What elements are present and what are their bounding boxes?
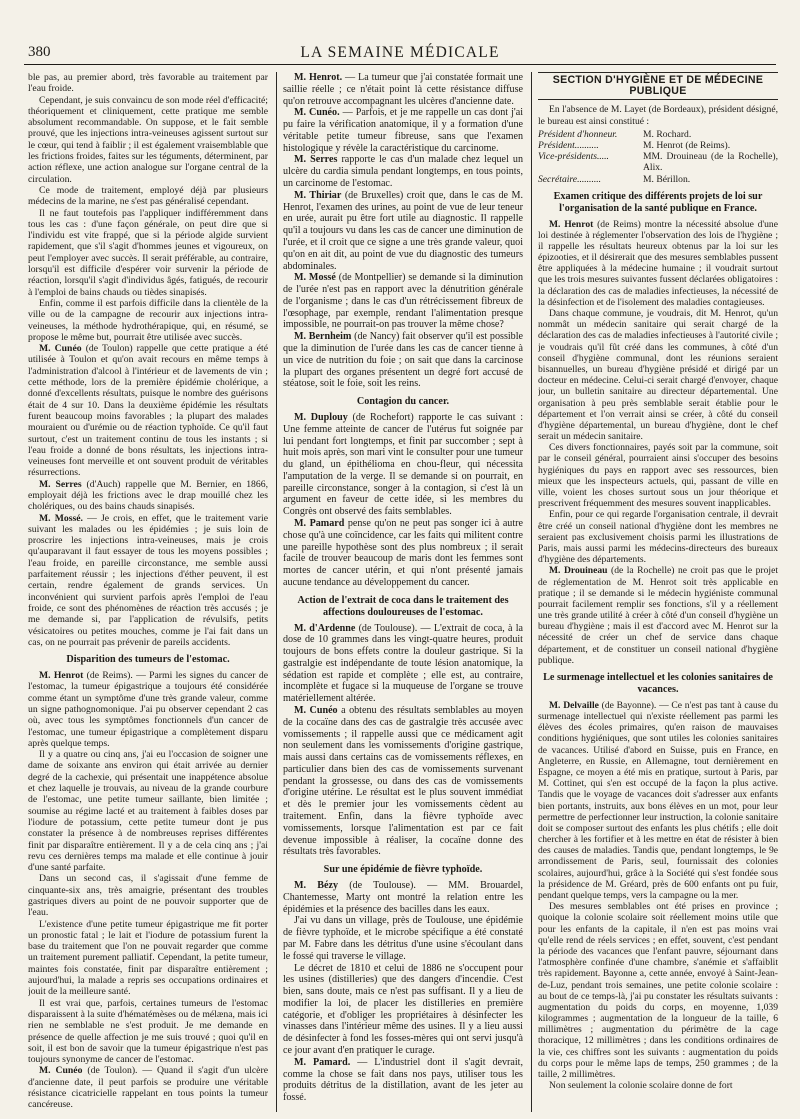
- paragraph: [28, 343, 268, 479]
- paragraph: Des mesures semblables ont été prises en province ; quoique la colonie scolaire soit réellement moins utile que pour les enfants de la capitale, il n'en est pas moins vrai qu'elle rend de réels services ; en effet, souvent, c'est pendant la période des vacances que l'enfant pauvre, séjournant dans l'atmosphère confinée d'une chambre, s'anémie et s'affaiblit très rapidement. Bayonne a, cette année, envoyé à Saint-Jean-de-Luz, pendant trois semaines, une petite colonie scolaire : au bout de ce temps-là, j'ai pu constater les résultats suivants : augmentation du poids du corps, en moyenne, 1,039 kilogrammes ; augmentation de la longueur de la taille, 6 millimètres ; augmentation du périmètre de la cage thoracique, 12 millimètres ; dans les conditions ordinaires de la vie, ces chiffres sont les suivants : augmentation du poids du corps pour le même laps de temps, 250 grammes ; de la taille, 2 millimètres.: [538, 901, 778, 1080]
- paragraph: Le décret de 1810 et celui de 1886 ne s'occupent pour les usines (distilleries) que des dangers d'incendie. C'est bien, sans doute, mais ce n'est pas suffisant. Il y a lieu de modifier la loi, de placer les distilleries en première catégorie, et d'obliger les propriétaires à désinfecter les vinasses dans l'intérieur même des usines. Il y a lieu aussi de désinfecter à fond les fosses-mères qui ont servi jusqu'à ce jour avant d'en pratiquer le curage.: [283, 962, 523, 1056]
- paragraph-text: — Je crois, en effet, que le traitement varie suivant les malades ou les épidémies ; je suis loin de proscrire les injections intra-veineuses, mais je crois qu'auparavant il faut essayer de tous les moyens possibles ; l'eau froide, en pareille circonstance, me semble aussi parfaitement réussir ; les injections d'éther peuvent, il est certain, rendre également de grands services. Un inconvénient qui survient parfois après l'emploi de l'eau froide, ce sont des phénomènes de réaction très accusés ; je me demande si, par l'application de révulsifs, petits vésicatoires ou petites mouches, comme je l'ai fait dans un cas, on ne pourrait pas prévenir de pareils accidents.: [28, 512, 268, 648]
- paragraph-text: (de Toulouse). — MM. Brouardel, Chantemesse, Marty ont montré la relation entre les épidémies et la présence des bacilles dans les eaux.: [283, 880, 523, 915]
- column-left: [28, 72, 268, 1112]
- speaker-name: M. Serres: [39, 478, 82, 490]
- speaker-name: M. Bernheim: [294, 331, 352, 343]
- speaker-name: M. Mossé: [294, 272, 336, 284]
- bureau-role: Secrétaire..........: [538, 173, 602, 185]
- column-rule: [276, 72, 277, 1112]
- bureau-list: [538, 129, 778, 185]
- paragraph-text: (de Toulon). — Quand il s'agit d'un ulcère d'ancienne date, il peut parfois se produire une véritable résistance cicatricielle rappelant en tous points la tumeur cancéreuse.: [28, 1065, 268, 1111]
- paragraph: Dans chaque commune, je voudrais, dit M. Henrot, qu'un nommât un médecin sanitaire qui serait chargé de la déclaration des cas de maladies infectieuses à l'autorité civile ; je voudrais qu'il fût créé dans les communes, à côté d'un conseil d'hygiène communal, dont les réunions seraient bisannuelles, un bureau d'hygiène présidé et dirigé par un docteur en médecine. Celui-ci serait chargé d'envoyer, chaque jour, un bulletin sanitaire au directeur départemental. Une organisation à peu près semblable serait établie pour le département et l'on verrait ainsi se créer, à côté du conseil d'hygiène départemental, un bureau d'hygiène, dont le chef serait un médecin sanitaire.: [538, 308, 778, 443]
- speaker-name: M. Bézy: [294, 880, 339, 892]
- paragraph: Ces divers fonctionnaires, payés soit par la commune, soit par le conseil général, pourraient ainsi s'occuper des besoins hygiéniques du pays en rapport avec ses ressources, bien mieux que les inspecteurs actuels, qui, passant de ville en ville, voient les choses surtout sous un jour théorique et prescrivent fréquemment des mesures souvent inapplicables.: [538, 442, 778, 510]
- paragraph: Enfin, pour ce qui regarde l'organisation centrale, il devrait être créé un conseil national d'hygiène dont les membres ne seraient pas exclusivement choisis parmi les illustrations de Paris, mais aussi parmi les médecins-directeurs des bureaux d'hygiène des départements.: [538, 509, 778, 566]
- paragraph-text: (de la Rochelle) ne croit pas que le projet de réglementation de M. Henrot soit très applicable en pratique ; il se demande si le médecin hygiéniste communal pourrait facilement remplir ses fonctions, s'il y a réellement une très grande utilité à créer à côté d'un conseil d'hygiène un bureau d'hygiène ; mais il est d'accord avec M. Henrot sur la nécessité de créer un chef de service dans chaque département, et de constituer un conseil national d'hygiène publique.: [538, 565, 778, 666]
- paragraph: Dans un second cas, il s'agissait d'une femme de cinquante-six ans, très amaigrie, présentant des troubles gastriques divers au point de ne pouvoir supporter que de l'eau.: [28, 873, 268, 919]
- paragraph-text: pense qu'on ne peut pas songer ici à autre chose qu'à une coïncidence, car les faits qui militent contre une pareille hypothèse sont des plus nombreux ; il serait facile de trouver beaucoup de maris dont les femmes sont mortes de cancer utérin, et qui n'ont présenté jamais aucune tendance au développement du cancer.: [283, 518, 523, 588]
- paragraph-text: — La tumeur que j'ai constatée formait une saillie réelle ; ce n'était point là cette résistance diffuse qu'on retrouve accompagnant les ulcères d'ancienne date.: [283, 72, 523, 107]
- speaker-name: M. Serres: [294, 154, 338, 166]
- speaker-name: M. Henrot: [39, 670, 84, 682]
- paragraph-text: rapporte le cas d'un malade chez lequel un ulcère du cardia simula pendant longtemps, en tous points, un carcinome de l'estomac.: [283, 154, 523, 190]
- speaker-name: M. Drouineau: [549, 565, 608, 577]
- bureau-role: Président..........: [538, 139, 599, 151]
- bureau-row: [538, 151, 778, 173]
- paragraph: [283, 412, 523, 518]
- paragraph: [283, 623, 523, 705]
- bureau-role: Vice-présidents.....: [538, 151, 609, 163]
- paragraph: L'existence d'une petite tumeur épigastrique me fit porter un pronostic fatal ; le lait et l'iodure de potassium furent la base du traitement que l'on ne pouvait regarder que comme un traitement purement palliatif. Cependant, la petite tumeur, maintes fois constatée, finit par disparaître entièrement ; aujourd'hui, la malade a repris ses occupations ordinaires et jouit de la meilleure santé.: [28, 918, 268, 998]
- speaker-name: M. Cunéo: [39, 343, 82, 355]
- section-heading: Contagion du cancer.: [356, 396, 450, 408]
- paragraph-text: (de Toulouse). — L'extrait de coca, à la dose de 10 grammes dans les vingt-quatre heures, produit toujours de bons effets contre la douleur gastrique. Si la gastralgie est indépendante de toute lésion anatomique, la sédation est rapide et complète ; elle est, au contraire, incomplète et fugace si la muqueuse de l'organe se trouve matériellement altérée.: [283, 622, 523, 705]
- paragraph: Il est vrai que, parfois, certaines tumeurs de l'estomac disparaissent à la suite d'hématémèses ou de mélæna, mais ici rien ne semblable ne s'est produit. Je me demande en présence de quelle affection je me suis trouvé ; quoi qu'il en soit, il est bon de savoir que la tumeur épigastrique n'est pas toujours synonyme de cancer de l'estomac.: [28, 997, 268, 1066]
- speaker-name: M. Henrot.: [294, 72, 343, 83]
- paragraph: [283, 1057, 523, 1104]
- paragraph: [283, 107, 523, 154]
- paragraph-text: — Parfois, et je me rappelle un cas dont j'ai pu faire la vérification anatomique, il y a formation d'une véritable petite tumeur fibreuse, sans que l'examen histologique y révèle la caractéristique du carcinome.: [283, 107, 523, 154]
- paragraph-text: (de Reims). — Parmi les signes du cancer de l'estomac, la tumeur épigastrique a toujours été considérée comme étant un symptôme d'une très grande valeur, comme un signe pathognomonique. J'ai pu observer cependant 2 cas où, avec tous les symptômes fonctionnels d'un cancer de l'estomac, une tumeur épigastrique a complètement disparu après quelque temps.: [28, 670, 268, 749]
- paragraph-text: (de Montpellier) se demande si la diminution de l'urée n'est pas en rapport avec la dénutrition générale de l'organisme ; dans le cas d'un rétrécissement fibreux de l'œsophage, par exemple, rendant l'alimentation presque impossible, ne pourrait-on pas trouver la même chose?: [283, 272, 523, 331]
- paragraph: [283, 880, 523, 915]
- paragraph-text: (de Bayonne). — Ce n'est pas tant à cause du surmenage intellectuel qui n'existe réellement pas parmi les élèves des écoles primaires, qu'en raison de mauvaises conditions hygiéniques, que sont utiles les colonies sanitaires de vacances. Utilisé d'abord en Suisse, puis en France, en Angleterre, en Russie, en Allemagne, tout dernièrement en Espagne, ce moyen a été mis en pratique, surtout à Paris, par M. Cottinet, qui s'en est occupé de la façon la plus active. Tandis que le voyage de vacances doit s'adresser aux enfants bien portants, instruits, aux bons élèves en un mot, pour leur permettre de perfectionner leur instruction, la colonie sanitaire doit se composer surtout des enfants les plus chétifs ; elle doit chercher à les fortifier et à les mettre en état de résister à bien des causes de maladies. Tandis que, pendant longtemps, le 9e arrondissement de Paris, seul, fournissait des colonies scolaires, aujourd'hui, grâce à la Société qui s'est fondée sous la présidence de M. Gréard, près de 600 enfants ont pu fuir, pendant quelque temps, vers la campagne ou la mer.: [538, 699, 778, 901]
- speaker-name: M. Delvaille: [549, 699, 599, 711]
- section-heading: Action de l'extrait de coca dans le traitement des affections douloureuses de l'estomac.: [297, 594, 509, 618]
- paragraph: [538, 219, 778, 309]
- speaker-name: M. Mossé.: [39, 512, 83, 524]
- paragraph: [28, 513, 268, 649]
- paragraph: [28, 479, 268, 513]
- speaker-name: M. d'Ardenne: [294, 622, 356, 634]
- paragraph-text: a obtenu des résultats semblables au moyen de la cocaïne dans des cas de gastralgie très accusée avec vomissements ; il rappelle aussi que ce médicament agit non seulement dans les vomissements d'origine gastrique, mais aussi dans certains cas de vomissements réflexes, en particulier dans bien des cas de vomissements survenant pendant la grossesse, ou dans des cas de vomissements d'origine utérine. Le résultat est le plus souvent immédiat et dès le premier jour les vomissements cèdent au traitement. Enfin, dans la fièvre typhoïde avec vomissements, lorsque l'alimentation est par ce fait devenue impossible à réaliser, la cocaïne donne des résultats très favorables.: [283, 705, 523, 858]
- paragraph: [283, 331, 523, 390]
- page-header: [24, 44, 776, 65]
- section-heading: Le surmenage intellectuel et les colonies sanitaires de vacances.: [543, 672, 773, 695]
- bureau-member: M. Bérillon.: [643, 173, 691, 185]
- paragraph: Ce mode de traitement, employé déjà par plusieurs médecins de la marine, ne s'est pas généralisé cependant.: [28, 184, 268, 208]
- paragraph: Non seulement la colonie scolaire donne de fort: [549, 1080, 733, 1092]
- paragraph: J'ai vu dans un village, près de Toulouse, une épidémie de fièvre typhoïde, et le microbe spécifique a été constaté par M. Fabre dans les détritus d'une usine s'écoulant dans le fossé qui traverse le village.: [283, 915, 523, 962]
- paragraph: [28, 1065, 268, 1110]
- bureau-role: Président d'honneur.: [538, 128, 618, 140]
- column-rule: [531, 72, 532, 1112]
- paragraph-text: (de Rochefort) rapporte le cas suivant : Une femme atteinte de cancer de l'utérus fut soignée par lui pendant fort longtemps, et finit par succomber ; sept à huit mois après, son mari vint le consulter pour une tumeur du gland, un épithélioma en chou-fleur, qui nécessita l'amputation de la verge. Il se demande si on pourrait, en pareille circonstance, songer à la contagion, si c'est là un argument en faveur de cette idée, si les membres du Congrès ont observé des faits semblables.: [283, 412, 523, 518]
- paragraph: [538, 565, 778, 666]
- speaker-name: M. Cunéo: [294, 705, 338, 716]
- paragraph: [283, 154, 523, 189]
- section-title: SECTION D'HYGIÈNE ET DE MÉDECINE PUBLIQUE: [538, 72, 778, 100]
- paragraph: [283, 518, 523, 589]
- column-right: [538, 72, 778, 1112]
- section-heading: Sur une épidémie de fièvre typhoïde.: [323, 864, 483, 876]
- speaker-name: M. Henrot: [549, 218, 594, 230]
- bureau-member: MM. Drouineau (de la Rochelle), Alix.: [643, 151, 778, 174]
- speaker-name: M. Duplouy: [294, 412, 348, 423]
- bureau-member: M. Henrot (de Reims).: [643, 139, 731, 151]
- bureau-row: [538, 129, 778, 140]
- paragraph: [28, 670, 268, 749]
- bureau-row: [538, 140, 778, 151]
- paragraph: [283, 272, 523, 331]
- section-heading: Disparition des tumeurs de l'estomac.: [66, 654, 230, 666]
- paragraph-text: (d'Auch) rappelle que M. Bernier, en 1866, employait déjà les frictions avec le drap mouillé chez les cholériques, ou des bains chauds sinapisés.: [28, 478, 268, 513]
- paragraph-text: (de Reims) montre la nécessité absolue d'une loi destinée à réglementer l'observation des lois de l'hygiène ; il rappelle les résultats heureux obtenus par la loi sur les épizooties, et il désirerait que des mesures semblables pussent être appliquées à la médecine humaine ; il voudrait surtout que les trois mesures suivantes fussent déclarées obligatoires : la déclaration des cas de maladies infectieuses, la nécessité de la désinfection et de l'isolement des maladies contagieuses.: [538, 218, 778, 308]
- paragraph-text: (de Nancy) fait observer qu'il est possible que la diminution de l'urée dans les cas de cancer tienne à un vice de nutrition du foie ; on sait que dans la carcinose la plupart des organes présentent un degré fort accusé de stéatose, soit le foie, soit les reins.: [283, 331, 523, 390]
- paragraph-text: (de Bruxelles) croit que, dans le cas de M. Henrot, l'examen des urines, au point de vue de leur teneur en urée, aurait pu être fort utile au diagnostic. Il rappelle qu'il a toujours vu dans les cas de cancer une diminution de l'urée, et il croit que ce signe a une très grande valeur, quoi qu'on en ait dit, au point de vue du diagnostic des tumeurs abdominales.: [283, 189, 523, 272]
- running-title: LA SEMAINE MÉDICALE: [300, 44, 500, 61]
- paragraph-text: — L'industriel dont il s'agit devrait, comme la chose se fait dans nos pays, utiliser tous les produits détritus de la distillation, avant de les jeter au fossé.: [283, 1056, 523, 1104]
- paragraph-text: (de Toulon) rappelle que cette pratique a été utilisée à Toulon et qu'on avait recours en même temps à l'administration d'alcool à l'intérieur et de lavements de vin ; cette méthode, lors de la première épidémie cholérique, a donné d'excellents résultats, puisque le nombre des guérisons était de 4 sur 10. Dans la deuxième épidémie les résultats furent beaucoup moins favorables ; la plupart des malades mouraient ou d'urémie ou de réaction typhoïde. Ce qu'il faut surtout, c'est un traitement continu de tous les instants ; si l'eau froide a donné de bons résultats, les injections intra-veineuses font merveille et ont souvent produit de véritables résurrections.: [28, 343, 268, 479]
- bureau-row: [538, 174, 778, 185]
- paragraph: ble pas, au premier abord, très favorable au traitement par l'eau froide.: [28, 72, 268, 95]
- paragraph: [283, 705, 523, 858]
- bureau-member: M. Rochard.: [643, 128, 692, 140]
- page-number: 380: [28, 44, 51, 60]
- speaker-name: M. Pamard.: [294, 1056, 351, 1068]
- paragraph: Il ne faut toutefois pas l'appliquer indifféremment dans tous les cas : d'une façon générale, on peut dire que si l'individu est vite frappé, que si la période algide survient rapidement, que s'il s'agit d'hommes jeunes et vigoureux, on peut l'employer avec succès. Il serait préférable, au contraire, lorsqu'il est difficile d'espérer voir survenir la période de réaction, lorsqu'il s'agit d'individus âgés, fatigués, de recourir à l'emploi de bains chauds ou tièdes sinapisés.: [28, 207, 268, 298]
- paragraph: [283, 72, 523, 107]
- paragraph: [283, 190, 523, 272]
- paragraph: Cependant, je suis convaincu de son mode réel d'efficacité; théoriquement et cliniquement, cette pratique me semble absolument recommandable. On suppose, et le fait semble prouvé, que les injections intra-veineuses agissent surtout sur le cœur, qui tend à faiblir ; il est également vraisemblable que les frictions froides, faites sur les téguments, déterminent, par action réflexe, une action analogue sur l'organe central de la circulation.: [28, 94, 268, 185]
- paragraph: En l'absence de M. Layet (de Bordeaux), président désigné, le bureau est ainsi constitué :: [538, 104, 778, 127]
- column-middle: [283, 72, 523, 1112]
- speaker-name: M. Cunéo: [39, 1065, 83, 1077]
- speaker-name: M. Thiriar: [294, 189, 342, 201]
- section-heading: Examen critique des différents projets de loi sur l'organisation de la santé publique en France.: [553, 190, 763, 214]
- paragraph: Il y a quatre ou cinq ans, j'ai eu l'occasion de soigner une dame de soixante ans environ qui était arrivée au dernier degré de la cachexie, qui présentait une inappétence absolue et chez laquelle je trouvais, au niveau de la grande courbure de l'estomac, une petite tumeur saillante, bien limitée ; soumise au régime lacté et au traitement à faibles doses par l'iodure de potassium, cette petite tumeur dont je pus constater la présence à de nombreuses reprises différentes finit par disparaître entièrement. Il y a de cela cinq ans ; j'ai revu ces dernières temps ma malade et elle continue à jouir d'une santé parfaite.: [28, 749, 268, 874]
- paragraph: [538, 700, 778, 901]
- speaker-name: M. Pamard: [294, 518, 345, 530]
- paragraph: Enfin, comme il est parfois difficile dans la clientèle de la ville ou de la campagne de recourir aux injections intra-veineuses, la méthode hydrothérapique, qui, en résumé, se propose le même but, pourrait être utilisée avec succès.: [28, 297, 268, 343]
- speaker-name: M. Cunéo.: [294, 107, 340, 119]
